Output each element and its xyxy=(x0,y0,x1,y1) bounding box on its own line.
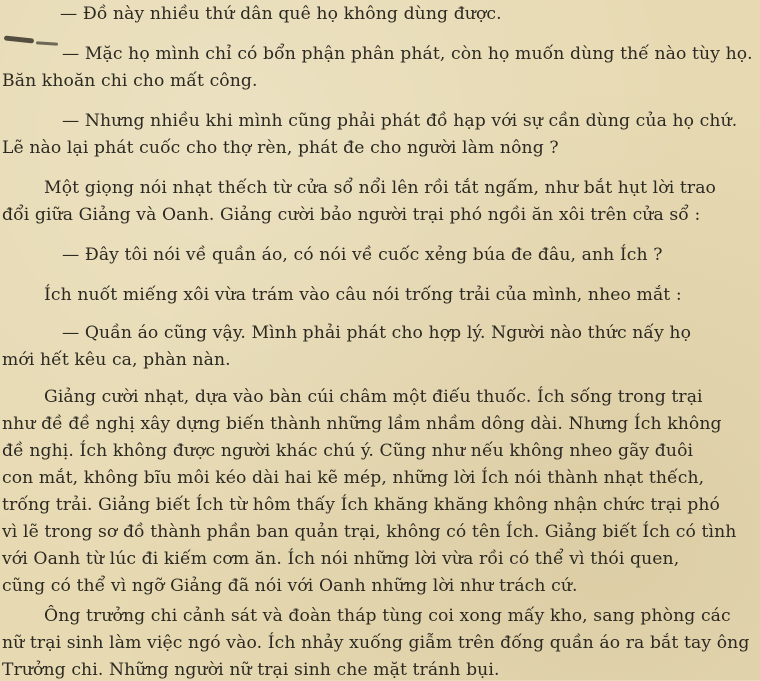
text-line: Băn khoăn chi cho mất công. xyxy=(2,71,258,91)
text-line: Trưởng chi. Những người nữ trại sinh che mặt tránh bụi. xyxy=(2,660,500,680)
text-line: Ích nuốt miếng xôi vừa trám vào câu nói trống trải của mình, nheo mắt : xyxy=(44,285,682,305)
text-line: Lẽ nào lại phát cuốc cho thợ rèn, phát đe cho người làm nông ? xyxy=(2,138,559,158)
text-line: Ông trưởng chi cảnh sát và đoàn tháp tùng coi xong mấy kho, sang phòng các xyxy=(44,606,731,626)
text-line: — Quần áo cũng vậy. Mình phải phát cho hợp lý. Người nào thức nấy họ xyxy=(62,323,692,343)
ink-smudge-mark xyxy=(4,35,34,43)
text-line: đề nghị. Ích không được người khác chú ý. Cũng như nếu không nheo gãy đuôi xyxy=(2,441,694,461)
text-line: vì lẽ trong sơ đồ thành phần ban quản trại, không có tên Ích. Giảng biết Ích có tình xyxy=(2,522,737,542)
text-line: — Nhưng nhiều khi mình cũng phải phát đồ hạp với sự cần dùng của họ chứ. xyxy=(62,111,738,131)
text-line: — Đồ này nhiều thứ dân quê họ không dùng được. xyxy=(60,4,502,24)
text-line: cũng có thể vì ngỡ Giảng đã nói với Oanh những lời như trách cứ. xyxy=(2,576,578,596)
text-line: con mắt, không bĩu môi kéo dài hai kẽ mép, những lời Ích nói thành nhạt thếch, xyxy=(2,468,705,488)
text-line: như đề đề nghị xây dựng biến thành những lầm nhầm dông dài. Nhưng Ích không xyxy=(2,414,722,434)
text-line: trống trải. Giảng biết Ích từ hôm thấy Ích khăng khăng không nhận chức trại phó xyxy=(2,495,720,515)
text-line: mới hết kêu ca, phàn nàn. xyxy=(2,350,231,370)
text-line: đổi giữa Giảng và Oanh. Giảng cười bảo người trại phó ngồi ăn xôi trên cửa sổ : xyxy=(2,205,701,225)
ink-smudge-mark xyxy=(36,41,58,46)
text-line: với Oanh từ lúc đi kiếm cơm ăn. Ích nói những lời vừa rồi có thể vì thói quen, xyxy=(2,549,680,569)
text-line: nữ trại sinh làm việc ngó vào. Ích nhảy xuống giẫm trên đống quần áo ra bắt tay ông xyxy=(2,633,750,653)
text-line: Một giọng nói nhạt thếch từ cửa sổ nổi lên rồi tắt ngấm, như bắt hụt lời trao xyxy=(44,178,717,198)
text-line: Giảng cười nhạt, dựa vào bàn cúi châm một điếu thuốc. Ích sống trong trại xyxy=(44,387,703,407)
text-line: — Đây tôi nói về quần áo, có nói về cuốc xẻng búa đe đâu, anh Ích ? xyxy=(62,245,663,265)
text-line: — Mặc họ mình chỉ có bổn phận phân phát, còn họ muốn dùng thế nào tùy họ. xyxy=(62,44,753,64)
